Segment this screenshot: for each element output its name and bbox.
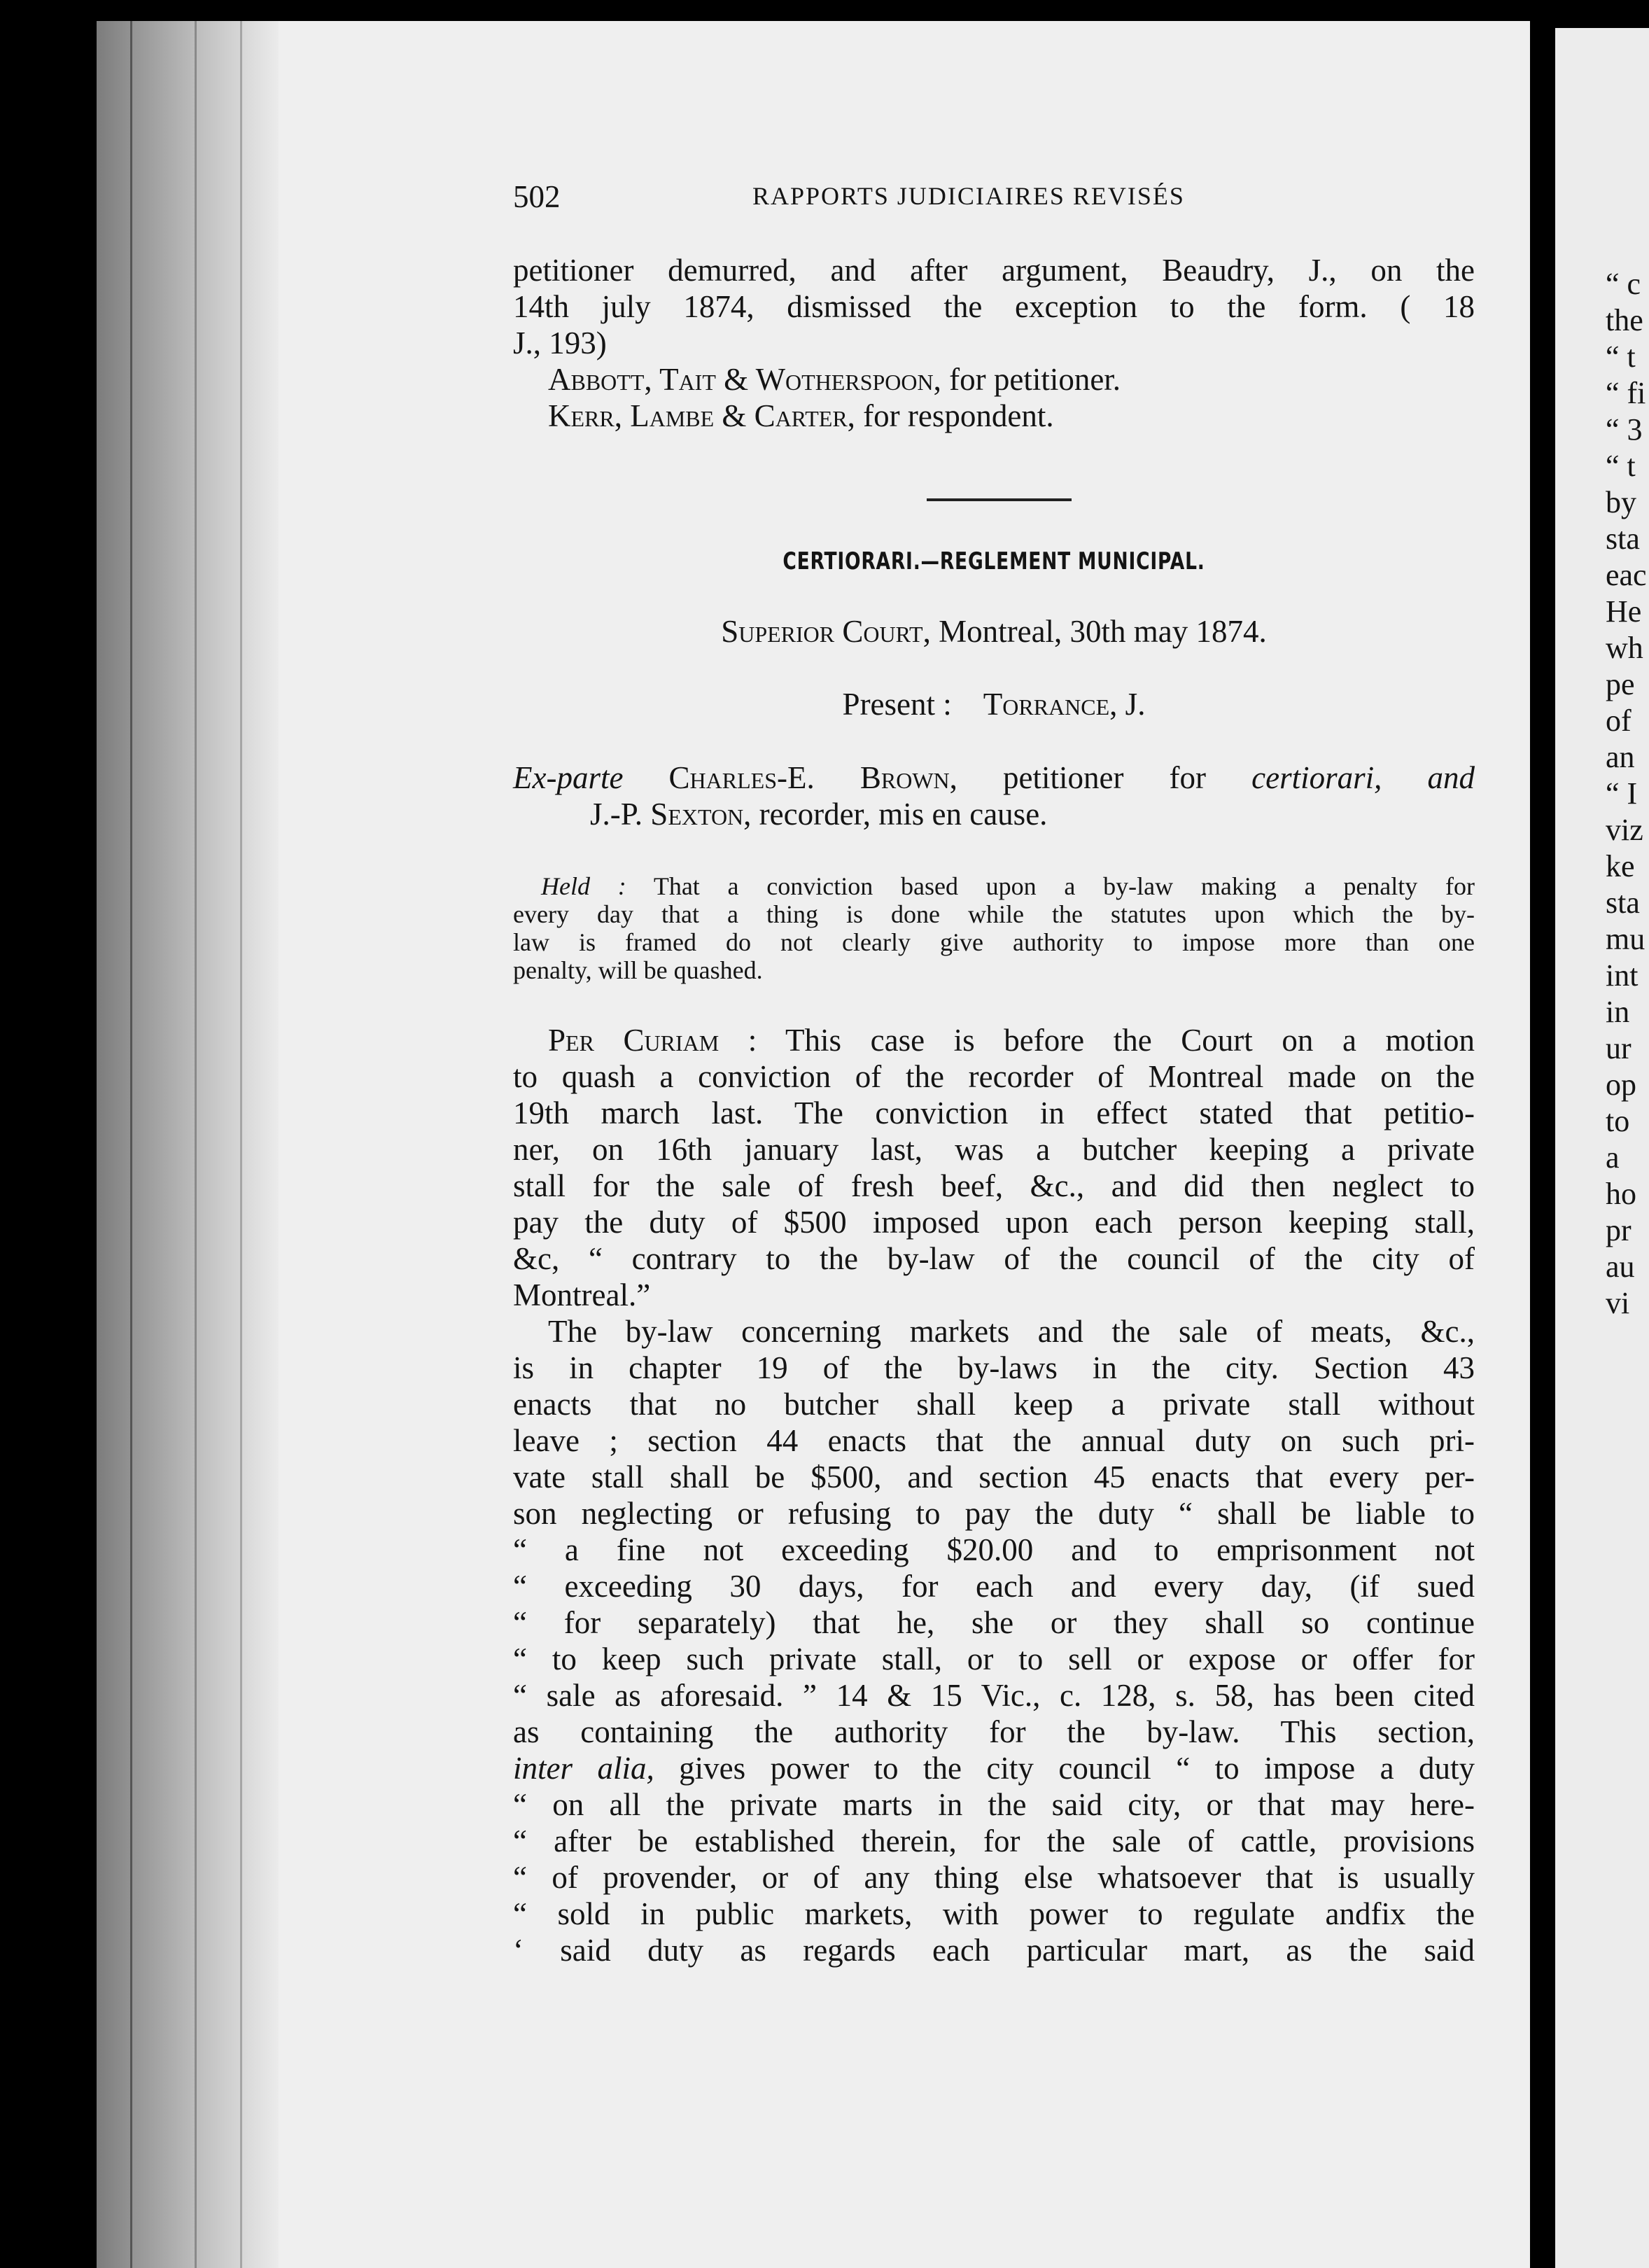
opinion-line: is in chapter 19 of the by-laws in the city. Section 43 bbox=[513, 1350, 1475, 1385]
facing-line: pe bbox=[1606, 667, 1635, 701]
facing-line: “ t bbox=[1606, 449, 1636, 483]
opinion-line-text: gives power to the city council “ to impose a duty bbox=[679, 1751, 1475, 1786]
facing-line: sta bbox=[1606, 886, 1640, 920]
facing-line: sta bbox=[1606, 522, 1640, 556]
facing-page-fragment bbox=[1555, 28, 1649, 2268]
per-curiam-label: Per Curiam : bbox=[548, 1023, 757, 1058]
opinion-line: ner, on 16th january last, was a butcher keeping a private bbox=[513, 1132, 1475, 1167]
facing-line: “ I bbox=[1606, 776, 1638, 811]
present-label: Present : bbox=[842, 687, 952, 722]
opinion-line: to quash a conviction of the recorder of Montreal made on the bbox=[513, 1059, 1475, 1094]
opinion-line: “ after be established therein, for the sale of cattle, provisions bbox=[513, 1823, 1475, 1858]
facing-line: an bbox=[1606, 740, 1635, 774]
opinion-line: ‘ said duty as regards each particular mart, as the said bbox=[513, 1933, 1475, 1968]
opinion-line: “ on all the private marts in the said city, or that may here- bbox=[513, 1787, 1475, 1822]
facing-line: of bbox=[1606, 704, 1632, 738]
opinion-line: vate stall shall be $500, and section 45 enacts that every per- bbox=[513, 1460, 1475, 1494]
opinion-line: “ sale as aforesaid. ” 14 & 15 Vic., c. 128, s. 58, has been cited bbox=[513, 1678, 1475, 1713]
running-head bbox=[513, 178, 1475, 220]
section-divider bbox=[927, 498, 1072, 501]
counsel-petitioner-names: Abbott, Tait & Wotherspoon bbox=[548, 362, 934, 397]
facing-line: in bbox=[1606, 995, 1630, 1029]
facing-line: a bbox=[1606, 1140, 1620, 1175]
book-spine-shadow bbox=[97, 21, 279, 2268]
facing-line: “ t bbox=[1606, 340, 1636, 374]
court-name: Superior Court bbox=[721, 614, 923, 649]
held-line bbox=[541, 872, 1475, 901]
counsel-respondent-role: , for respondent. bbox=[847, 398, 1054, 433]
counsel-petitioner-role: , for petitioner. bbox=[933, 362, 1121, 397]
counsel-respondent-names: Kerr, Lambe & Carter bbox=[548, 398, 848, 433]
counsel-petitioner bbox=[548, 361, 1510, 398]
intro-line: 14th july 1874, dismissed the exception to the form. ( 18 bbox=[513, 289, 1475, 324]
inter-alia: inter alia, bbox=[513, 1751, 654, 1786]
judge-name: Torrance, J. bbox=[983, 687, 1146, 722]
opinion-line: The by-law concerning markets and the sale of meats, &c., bbox=[548, 1314, 1475, 1349]
case-title: CERTIORARI.—REGLEMENT MUNICIPAL. bbox=[783, 547, 1205, 575]
opinion-line: stall for the sale of fresh beef, &c., and did then neglect to bbox=[513, 1168, 1475, 1203]
spine-edge-line bbox=[195, 21, 197, 2268]
opinion-line: “ exceeding 30 days, for each and every day, (if sued bbox=[513, 1569, 1475, 1604]
respondent-name: J.-P. Sexton bbox=[590, 797, 744, 832]
facing-line: pr bbox=[1606, 1213, 1632, 1247]
respondent-role: , recorder, mis en cause. bbox=[743, 797, 1048, 832]
court-line bbox=[513, 613, 1475, 650]
opinion-line: “ for separately) that he, she or they shall so continue bbox=[513, 1605, 1475, 1640]
opinion-line bbox=[548, 1022, 1475, 1058]
present-line bbox=[513, 686, 1475, 722]
spine-edge-line bbox=[130, 21, 132, 2268]
opinion-line bbox=[513, 1750, 1475, 1786]
opinion-line: Montreal.” bbox=[513, 1278, 651, 1312]
opinion-first-text: This case is before the Court on a motion bbox=[785, 1023, 1475, 1058]
facing-line: “ c bbox=[1606, 267, 1641, 301]
facing-line: mu bbox=[1606, 922, 1646, 956]
facing-line: wh bbox=[1606, 631, 1643, 665]
opinion-line: as containing the authority for the by-law. This section, bbox=[513, 1714, 1475, 1749]
facing-line: ur bbox=[1606, 1031, 1632, 1065]
page-gutter bbox=[1530, 0, 1555, 2268]
page-number: 502 bbox=[513, 179, 561, 214]
facing-line: op bbox=[1606, 1068, 1636, 1102]
facing-line: “ 3 bbox=[1606, 412, 1643, 447]
parties-line-1 bbox=[513, 760, 1475, 796]
facing-line: viz bbox=[1606, 813, 1643, 847]
facing-line: to bbox=[1606, 1104, 1630, 1138]
facing-line: “ fi bbox=[1606, 376, 1646, 410]
counsel-respondent bbox=[548, 398, 1510, 434]
opinion-line: leave ; section 44 enacts that the annual duty on such pri- bbox=[513, 1423, 1475, 1458]
facing-line: ho bbox=[1606, 1177, 1636, 1211]
spine-edge-line bbox=[240, 21, 242, 2268]
facing-line: vi bbox=[1606, 1286, 1630, 1320]
court-place-date: , Montreal, 30th may 1874. bbox=[922, 614, 1267, 649]
facing-line: by bbox=[1606, 485, 1636, 519]
opinion-line: son neglecting or refusing to pay the duty “ shall be liable to bbox=[513, 1496, 1475, 1531]
opinion-line: “ sold in public markets, with power to regulate andfix the bbox=[513, 1896, 1475, 1931]
facing-line: ke bbox=[1606, 849, 1635, 883]
opinion-line: “ a fine not exceeding $20.00 and to emprisonment not bbox=[513, 1532, 1475, 1567]
opinion-line: pay the duty of $500 imposed upon each person keeping stall, bbox=[513, 1205, 1475, 1240]
opinion-line: “ of provender, or of any thing else whatsoever that is usually bbox=[513, 1860, 1475, 1895]
exparte-label: Ex-parte bbox=[513, 760, 624, 795]
parties-line-2 bbox=[590, 796, 1552, 832]
facing-line: au bbox=[1606, 1250, 1635, 1284]
held-line: law is framed do not clearly give authority to impose more than one bbox=[513, 928, 1475, 956]
held-line: every day that a thing is done while the statutes upon which the by- bbox=[513, 900, 1475, 928]
facing-line: int bbox=[1606, 958, 1639, 993]
intro-line: petitioner demurred, and after argument, Beaudry, J., on the bbox=[513, 253, 1475, 288]
held-line: penalty, will be quashed. bbox=[513, 956, 763, 984]
intro-line: J., 193) bbox=[513, 326, 607, 360]
held-text: That a conviction based upon a by-law making a penalty for bbox=[653, 872, 1475, 900]
facing-line: the bbox=[1606, 303, 1643, 337]
petitioner-role: , petitioner for bbox=[949, 760, 1207, 795]
petitioner-name: Charles-E. Brown bbox=[668, 760, 950, 795]
opinion-line: &c, “ contrary to the by-law of the council of the city of bbox=[513, 1241, 1475, 1276]
facing-line: eac bbox=[1606, 558, 1647, 592]
held-label: Held : bbox=[541, 872, 626, 900]
running-title: RAPPORTS JUDICIAIRES REVISÉS bbox=[752, 182, 1185, 210]
opinion-line: enacts that no butcher shall keep a private stall without bbox=[513, 1387, 1475, 1422]
opinion-line: 19th march last. The conviction in effect stated that petitio- bbox=[513, 1096, 1475, 1130]
certiorari-term: certiorari, and bbox=[1251, 760, 1475, 795]
facing-line: He bbox=[1606, 594, 1642, 629]
opinion-line: “ to keep such private stall, or to sell or expose or offer for bbox=[513, 1642, 1475, 1676]
